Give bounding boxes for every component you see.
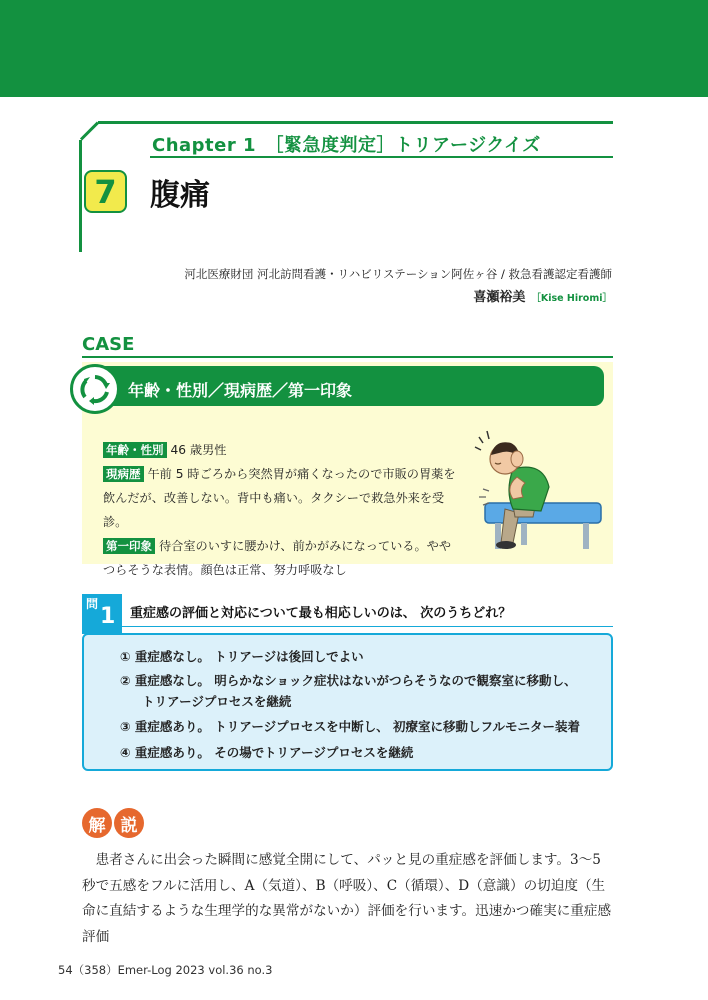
case-section-title: 年齢・性別／現病歴／第一印象 [128, 381, 353, 400]
impression-text: 待合室のいすに腰かけ、前かがみになっている。ややつらそうな表情。顔色は正常、努力呼吸なし [103, 539, 452, 577]
option-2: ② 重症感なし。 明らかなショック症状はないがつらそうなので観察室に移動し、 [120, 673, 577, 688]
impression-row [103, 534, 458, 582]
question-underline [122, 626, 613, 627]
question-label [82, 594, 122, 634]
history-tag: 現病歴 [103, 466, 144, 482]
chapter-number-badge: 7 [84, 170, 127, 213]
explanation-body: 患者さんに出会った瞬間に感覚全開にして、パッと見の重症感を評価します。3〜5 秒で五感をフルに活用し、A（気道）、B（呼吸）、C（循環）、D（意識）の切迫度（生命に直結するような生理学的な異常がないか）評価を行います。迅速かつ確実に重症感評価 [82, 852, 612, 945]
question-text: 重症感の評価と対応について最も相応しいのは、 次のうちどれ？ [130, 606, 512, 621]
case-divider [82, 356, 613, 358]
question-number: 1 [100, 604, 116, 629]
patient-illustration [465, 425, 605, 555]
history-row [103, 462, 458, 534]
author-romaji: ［Kise Hiromi］ [531, 293, 612, 304]
history-text: 午前 5 時ごろから突然胃が痛くなったので市販の胃薬を飲んだが、改善しない。背中も痛い。タクシーで救急外来を受診。 [103, 467, 456, 529]
age-sex-value: 46 歳男性 [170, 443, 227, 457]
impression-tag: 第一印象 [103, 538, 155, 554]
cycle-arrows-icon [70, 364, 120, 414]
author-name: 喜瀬裕美 [473, 290, 526, 305]
option-4: ④ 重症感あり。 その場でトリアージプロセスを継続 [120, 745, 414, 760]
top-color-band [0, 0, 708, 97]
header-frame-corner [80, 121, 99, 140]
option-1: ① 重症感なし。 トリアージは後回しでよい [120, 649, 364, 664]
chapter-title: Chapter 1 ［緊急度判定］トリアージクイズ [152, 135, 541, 156]
age-sex-row [103, 438, 458, 462]
question-label-top: 問 [86, 597, 99, 611]
option-2-continued: トリアージプロセスを継続 [142, 694, 292, 709]
author-affiliation: 河北医療財団 河北訪問看護・リハビリステーション阿佐ヶ谷 / 救急看護認定看護師 [184, 267, 612, 281]
page-title: 腹痛 [150, 178, 210, 213]
author-line [473, 286, 612, 305]
explanation-char-1: 解 [82, 808, 112, 838]
case-details [103, 438, 458, 582]
option-3: ③ 重症感あり。 トリアージプロセスを中断し、 初療室に移動しフルモニター装着 [120, 719, 581, 734]
explanation-char-2: 説 [114, 808, 144, 838]
header-frame-top [98, 121, 613, 124]
case-label: CASE [82, 334, 135, 355]
chapter-underline [150, 156, 613, 158]
page-footer: 54（358）Emer-Log 2023 vol.36 no.3 [58, 963, 273, 977]
header-frame-left [79, 140, 82, 252]
age-sex-tag: 年齢・性別 [103, 442, 167, 458]
